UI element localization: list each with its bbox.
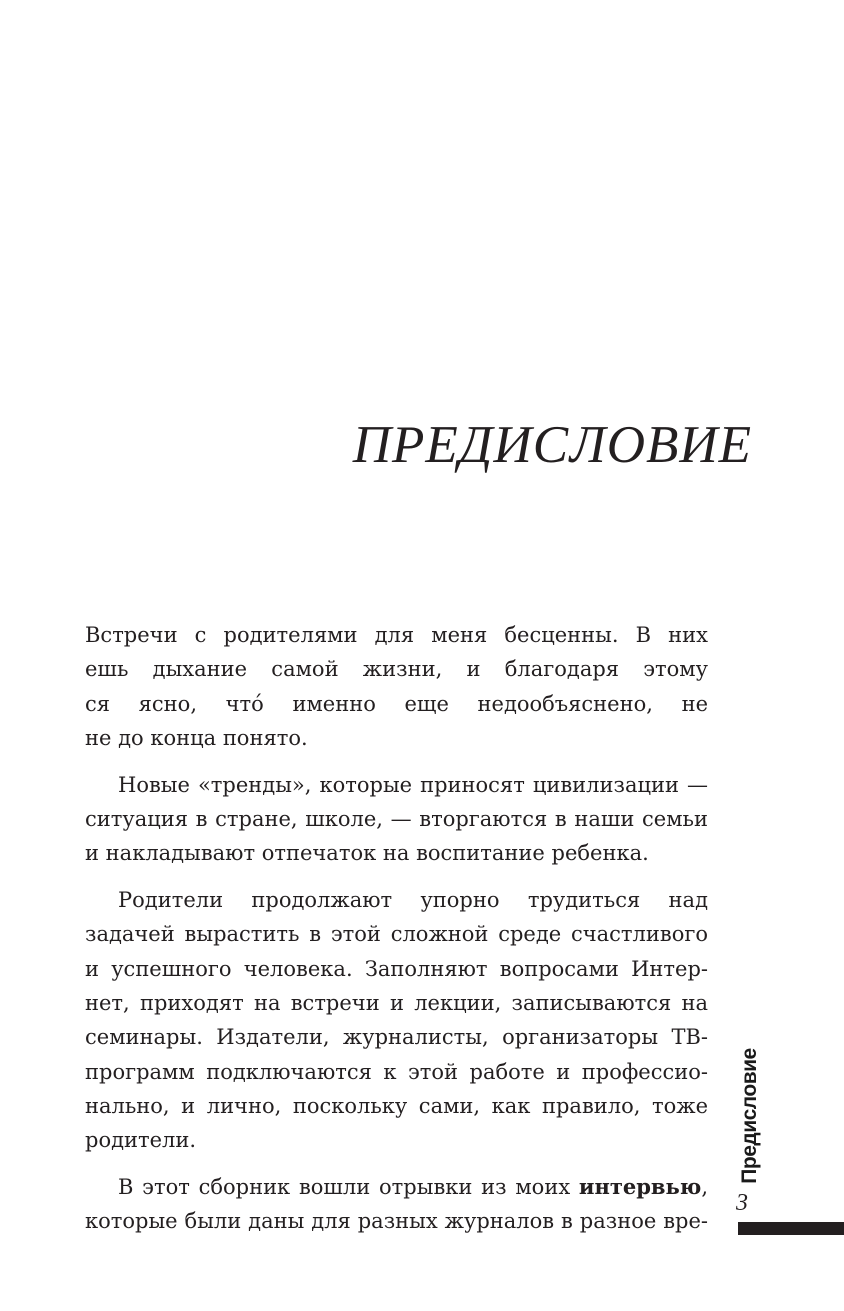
text-line: которые были даны для разных журналов в разное вре- <box>85 1209 708 1234</box>
text-line: задачей вырастить в этой сложной среде счастливого <box>85 922 708 947</box>
section-label-text: Предисловие <box>738 1048 761 1184</box>
text-line: ешь дыхание самой жизни, и благодаря этому <box>85 657 708 682</box>
page-number: 3 <box>736 1190 748 1216</box>
bold-term: интервью <box>578 1173 702 1199</box>
text-line: родители. <box>85 1128 197 1153</box>
text-line: семинары. Издатели, журналисты, организаторы ТВ- <box>85 1025 708 1050</box>
text-line: нет, приходят на встречи и лекции, записываются на <box>85 990 708 1015</box>
running-section-label <box>733 1048 767 1184</box>
text-segment: В этот сборник вошли отрывки из моих <box>118 1174 571 1199</box>
text-line: и успешного человека. Заполняют вопросами Интер- <box>85 956 708 981</box>
text-segment: , <box>701 1174 708 1199</box>
text-line: Встречи с родителями для меня бесценны. В них <box>85 623 708 647</box>
text-line <box>85 1170 708 1204</box>
page-marker-bar <box>738 1222 844 1235</box>
text-line: не до конца понято. <box>85 726 308 751</box>
chapter-title: ПРЕДИСЛОВИЕ <box>352 416 752 474</box>
text-line: программ подключаются к этой работе и профессио- <box>85 1059 708 1084</box>
text-line: ситуация в стране, школе, — вторгаются в наши семьи <box>85 806 708 831</box>
body-text <box>85 618 708 1239</box>
text-line: нально, и лично, поскольку сами, как правило, тоже <box>85 1094 708 1119</box>
text-line: Родители продолжают упорно трудиться над <box>118 887 708 912</box>
text-line: Новые «тренды», которые приносят цивилизации — <box>118 772 708 797</box>
text-line: и накладывают отпечаток на воспитание ребенка. <box>85 841 649 866</box>
text-line: ся ясно, что́ именно еще недообъяснено, не <box>85 691 708 716</box>
